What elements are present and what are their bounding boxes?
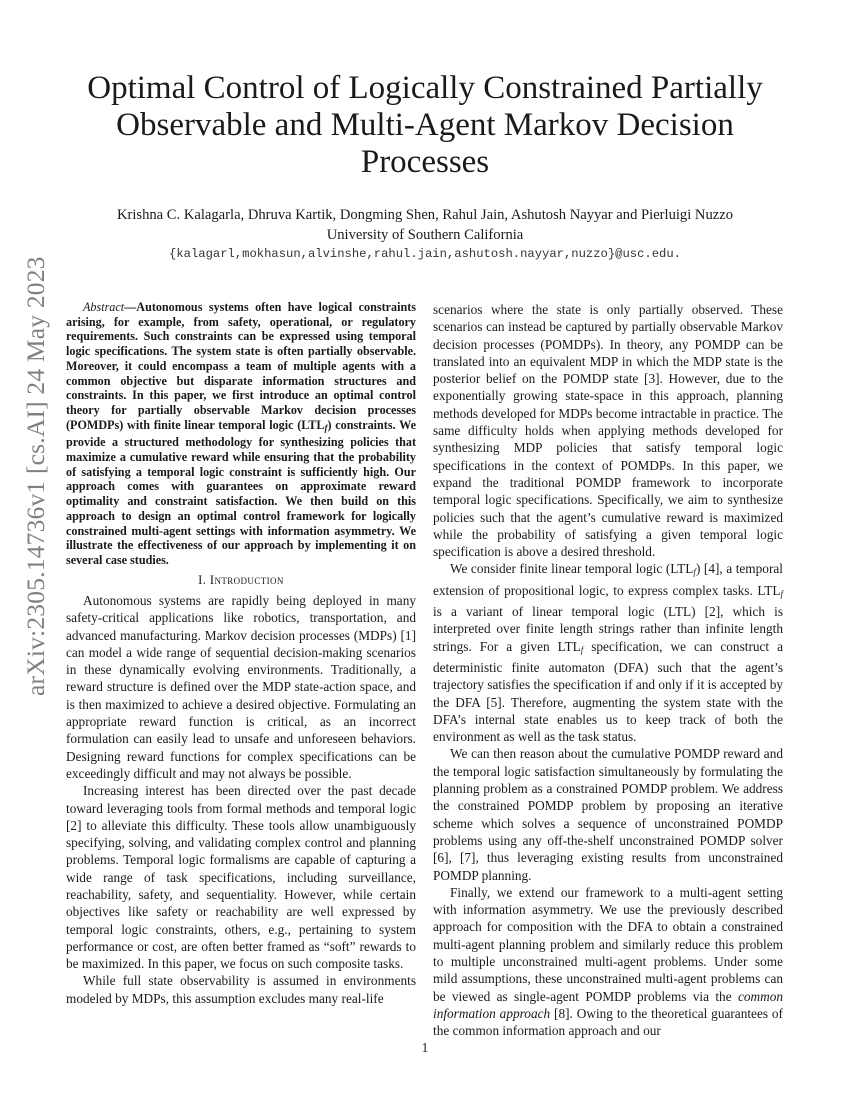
ltlf-text-d: specification, we can construct a deterministic finite automaton (DFA) such that the agent’s trajectory satisfies the specification if and only if it is accepted by the DFA [5]. Therefore, augmenting the system state with the DFA’s internal state enables us to keep track of both the environment as well as the task status. (433, 638, 783, 745)
intro-paragraph-7 (433, 884, 783, 1040)
abstract (66, 300, 416, 568)
intro-paragraph-1: Autonomous systems are rapidly being deployed in many safety-critical applications like robotics, transportation, and advanced manufacturing. Markov decision processes (MDPs) [1] can model a wide range of sequential decision-making scenarios in these dynamically evolving environments. Traditionally, a reward structure is defined over the MDP state-action space, and is then maximized to achieve a desired objective. Formulating an appropriate reward function is critical, as an incorrect formulation can easily lead to unsafe and unforeseen behaviors. Designing reward functions for complex specifications can be exceedingly difficult and may not always be possible. (66, 592, 416, 781)
abstract-text-part2: ) constraints. We provide a structured methodology for synthesizing policies that maximize a cumulative reward while ensuring that the probability of satisfying a temporal logic constraint is sufficiently high. Our approach comes with guarantees on approximate reward optimality and constraint satisfaction. We then build on this approach to design an optimal control framework for logically constrained multi-agent settings with information asymmetry. We illustrate the effectiveness of our approach by implementing it on several case studies. (66, 417, 416, 567)
intro-paragraph-3: While full state observability is assumed in environments modeled by MDPs, this assumption excludes many real-life (66, 973, 416, 1006)
ltlf-text-b: ) [4], a temporal extension of propositional logic, to express complex tasks. LTL (433, 561, 783, 598)
arxiv-sidebar-stamp (10, 256, 62, 696)
intro-paragraph-2: Increasing interest has been directed over the past decade toward leveraging tools from formal methods and temporal logic [2] to alleviate this difficulty. These tools allow unambiguously specifying, solving, and validating complex control and planning problems. Temporal logic formalisms are capable of capturing a wide range of task specifications, including surveillance, reachability, safety, and sequentiality. However, while certain objectives like safety or reachability are well expressed by temporal logic constraints, others, e.g., pertaining to system performance or cost, are often better framed as “soft” rewards to be maximized. In this paper, we focus on such composite tasks. (66, 783, 416, 972)
subscript-f: f (780, 588, 783, 599)
affiliation: University of Southern California (326, 227, 524, 243)
multiagent-text-a: Finally, we extend our framework to a multi-agent setting with information asymmetry. We use the previously described approach for composition with the DFA to obtain a constrained multi-agent planning problem and similarly reduce this problem to multiple unconstrained multi-agent problems. Under some mild assumptions, these unconstrained multi-agent problems can be viewed as single-agent POMDP problems via the (433, 884, 783, 1004)
author-emails: {kalagarl,mokhasun,alvinshe,rahul.jain,ashutosh.nayyar,nuzzo}@usc.edu. (169, 247, 681, 261)
multiagent-text-b: [8]. Owing to the theoretical guarantees of the common information approach and our (433, 1005, 783, 1039)
left-column (66, 300, 416, 1007)
intro-paragraph-4: scenarios where the state is only partially observed. These scenarios can instead be captured by partially observable Markov decision processes (POMDPs). In theory, any POMDP can be translated into an equivalent MDP in which the MDP state is the posterior belief on the POMDP state [3]. However, due to the exponentially growing state-space in this approach, planning methods developed for MDPs become intractable in practice. The same difficulty holds when applying methods developed for synthesizing MDP policies that satisfy temporal logic specifications in the context of POMDPs. In this paper, we expand the traditional POMDP framework to incorporate temporal logic specifications. Specifically, we aim to synthesize policies such that the agent’s cumulative reward is maximized while the probability of satisfying a given temporal logic specification is above a desired threshold. (433, 302, 783, 560)
abstract-text-part1: —Autonomous systems often have logical constraints arising, for example, from safety, operational, or regulatory requirements. Such constraints can be expressed using temporal logic specifications. The system state is often partially observable. Moreover, it could encompass a team of multiple agents with a common objective but disparate information structures and constraints. In this paper, we first introduce an optimal control theory for partially observable Markov decision processes (POMDPs) with finite linear temporal logic (LTL (66, 300, 416, 432)
paper-title: Optimal Control of Logically Constrained Partially Observable and Multi-Agent Markov Decision Processes (87, 70, 763, 180)
ltlf-text-c: is a variant of linear temporal logic (LTL) [2], which is interpreted over finite length strings rather than infinite length strings. For a given LTL (433, 604, 783, 654)
ltlf-text-a: We consider finite linear temporal logic (LTL (450, 561, 694, 577)
author-list: Krishna C. Kalagarla, Dhruva Kartik, Dongming Shen, Rahul Jain, Ashutosh Nayyar and Pierluigi Nuzzo (116, 207, 734, 223)
subscript-f: f (580, 644, 584, 655)
intro-paragraph-5 (433, 560, 783, 745)
intro-paragraph-6: We can then reason about the cumulative POMDP reward and the temporal logic satisfaction simultaneously by formulating the planning problem as a constrained POMDP problem. We address the constrained POMDP problem by proposing an iterative scheme which solves a sequence of unconstrained POMDP problems using any off-the-shelf unconstrained POMDP solver [6], [7], thus leveraging existing results from unconstrained POMDP planning. (433, 746, 783, 883)
subscript-f: f (324, 422, 328, 433)
section-heading-introduction (66, 572, 416, 589)
page-number: 1 (421, 1040, 429, 1055)
section-title: Introduction (209, 572, 284, 587)
subscript-f: f (693, 567, 696, 578)
right-column (433, 301, 783, 1039)
abstract-label: Abstract (83, 300, 125, 314)
author-block (60, 205, 790, 245)
arxiv-identifier: arXiv:2305.14736v1 [cs.AI] 24 May 2023 (21, 256, 50, 696)
common-information-approach-term: common information approach (433, 988, 783, 1021)
section-number: I. (198, 572, 210, 587)
